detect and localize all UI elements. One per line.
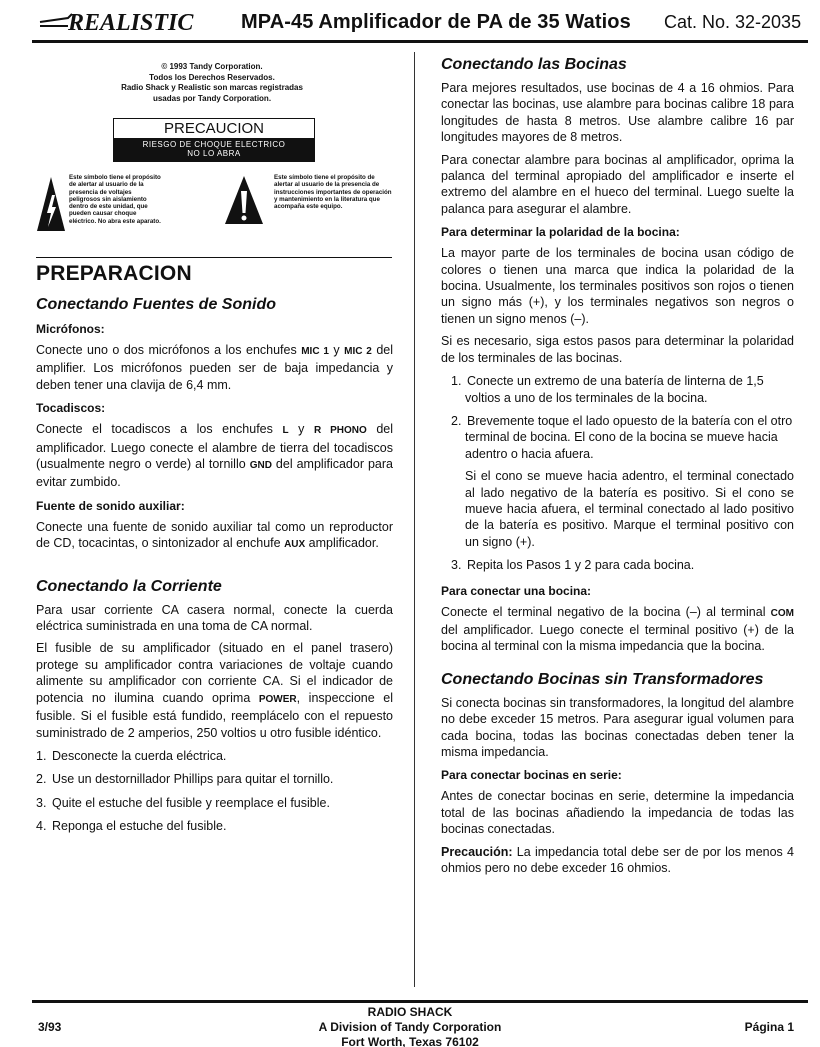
caution-paragraph: Precaución: La impedancia total debe ser de por los menos 4 ohmios pero no debe exceder 16 ohmios. [441,844,794,876]
polarity-steps [441,373,794,462]
no-transformer-paragraph: Si conecta bocinas sin transformadores, la longitud del alambre no debe exceder 15 metros. Para asegurar igual volumen para cada bocina, todas las bocinas conectadas deben tener la misma impedancia. [441,695,794,759]
safety-symbols [36,173,393,245]
turntable-paragraph: Conecte el tocadiscos a los enchufes L y R PHONO del amplificador. Luego conecte el alambre de tierra del tocadiscos (usualmente negro o verde) al tornillo GND del amplificador para evitar zumbido. [36,422,394,490]
sound-sources-heading: Conectando Fuentes de Sonido [36,296,277,313]
polarity-heading: Para determinar la polaridad de la bocina: [441,225,680,240]
connect-speaker-paragraph: Conecte el terminal negativo de la bocina (–) al terminal COM del amplificador. Luego conecte el terminal positivo (+) de la bocina al terminal con la misma impedancia que la bocina. [441,604,794,654]
speakers-paragraph-1: Para mejores resultados, use bocinas de 4 a 16 ohmios. Para conectar las bocinas, use alambre para bocinas calibre 18 para longitudes de hasta 8 metros. Use alambre calibre 16 par longitudes mayores de 8 metros. [441,81,794,145]
exclamation-symbol-text: Este símbolo tiene el propósito de alertar al usuario de la presencia de instrucciones importantes de operación y mantenimiento en la literatura que acompaña este equipo. [274,174,392,211]
power-paragraph-2: El fusible de su amplificador (situado en el panel trasero) protege su amplificador contra variaciones de voltaje cuando alimente su amplificador con corriente CA. Si el indicador de potencia no ilumina cuando oprima POWER, inspeccione el fusible. Si el fusible está fundido, reemplácelo con el repuesto suministrado de 2 amperios, 250 voltios u otro fusible idéntico. [36,641,393,740]
list-item: 2. Brevemente toque el lado opuesto de la batería con el otro terminal de bocina. El cono de la bocina se mueve hacia adentro o hacia afuera. [451,413,793,461]
aux-heading: Fuente de sonido auxiliar: [36,498,185,513]
speakers-paragraph-2: Para conectar alambre para bocinas al amplificador, oprima la palanca del terminal apropiado del amplificador e inserte el extremo del alambre en el hueco del terminal. Luego suelte la palanca para asegurar el alambre. [441,152,794,216]
list-item: 4. Reponga el estuche del fusible. [36,819,227,834]
logo-text: REALISTIC [68,10,194,36]
copyright-line: Todos los Derechos Reservados. [149,72,275,82]
list-item: 3. Quite el estuche del fusible y reemplace el fusible. [36,795,330,810]
caution-label-box [113,118,315,162]
copyright-line: usadas por Tandy Corporation. [152,93,272,103]
polarity-paragraph-1: La mayor parte de los terminales de bocina usan código de colores o tienen una marca que indica la polaridad de la bocina. Usualmente, los terminales positivos son rojos o tienen un signo más (+), y los terminales negativos son negros o tienen un signo menos (–). [441,246,794,326]
no-transformer-heading: Conectando Bocinas sin Transformadores [441,670,764,688]
turntable-heading: Tocadiscos: [36,401,106,416]
document-title: MPA-45 Amplificador de PA de 35 Watios [241,11,631,33]
list-item: 1. Desconecte la cuerda eléctrica. [36,748,227,763]
footer-date: 3/93 [38,1020,62,1034]
page-number: Página 1 [744,1020,794,1034]
polarity-steps-cont [441,557,794,573]
caution-line: RIESGO DE CHOQUE ELECTRICO [142,140,286,149]
series-heading: Para conectar bocinas en serie: [441,768,622,783]
preparation-heading: PREPARACION [36,262,192,285]
speakers-heading: Conectando las Bocinas [441,56,627,73]
footer-line: Fort Worth, Texas 76102 [341,1035,479,1047]
caution-title: PRECAUCION [163,120,264,137]
copyright-notice [82,62,342,104]
list-item: 3. Repita los Pasos 1 y 2 para cada bocina. [451,558,695,573]
microphones-heading: Micrófonos: [36,322,105,336]
connect-speaker-heading: Para conectar una bocina: [441,583,592,598]
column-divider [414,52,415,987]
list-item: 1. Conecte un extremo de una batería de linterna de 1,5 voltios a uno de los terminales de la bocina. [451,374,764,405]
lightning-warning-icon [36,175,66,233]
header-rule [32,40,808,43]
right-column [441,56,794,876]
lightning-symbol-text: Este símbolo tiene el propósito de alertar al usuario de la presencia de voltajes peligrosos sin aislamiento dentro de este unidad, que pueden causar choque eléctrico. No abra este aparato. [69,174,161,225]
microphones-paragraph: Conecte uno o dos micrófonos a los enchufes MIC 1 y MIC 2 del amplifier. Los micrófonos pueden ser de baja impedancia y deben tener una clavija de 6,4 mm. [36,343,393,392]
power-heading: Conectando la Corriente [36,577,222,595]
caution-line: NO LO ABRA [187,149,241,158]
realistic-logo-graphic [38,8,228,36]
copyright-line: Radio Shack y Realistic son marcas registradas [121,83,303,92]
page-header [0,0,820,44]
footer-line: A Division of Tandy Corporation [318,1020,502,1034]
exclamation-warning-icon [224,175,264,225]
series-paragraph: Antes de conectar bocinas en serie, determine la impedancia total de las bocinas añadiendo la impedancia de todas las bocinas conectadas. [441,789,794,837]
footer-rule [32,1000,808,1003]
polarity-paragraph-2: Si es necesario, siga estos pasos para determinar la polaridad de los terminales de las bocinas. [441,334,794,365]
left-column [36,54,393,835]
fuse-steps [36,748,393,835]
copyright-line: © 1993 Tandy Corporation. [161,62,263,71]
aux-paragraph: Conecte una fuente de sonido auxiliar tal como un reproductor de CD, tocacintas, o sintonizador al enchufe AUX amplificador. [36,519,393,551]
section-rule [36,257,392,258]
realistic-logo [38,8,228,36]
footer-line: RADIO SHACK [367,1005,453,1019]
caution-subtext [114,138,314,161]
power-paragraph-1: Para usar corriente CA casera normal, conecte la cuerda eléctrica suministrada en una toma de CA normal. [36,602,393,634]
catalog-number: Cat. No. 32-2035 [664,12,802,32]
polarity-step2-detail: Si el cono se mueve hacia adentro, el terminal conectado al lado negativo de la batería es positivo. Si el cono se mueve hacia afuera, el terminal conectado al lado positivo de la batería es positivo. Marque el terminal positivo con un signo (+). [465,469,794,549]
list-item: 2. Use un destornillador Phillips para quitar el tornillo. [36,772,334,787]
footer-company [260,1005,560,1047]
